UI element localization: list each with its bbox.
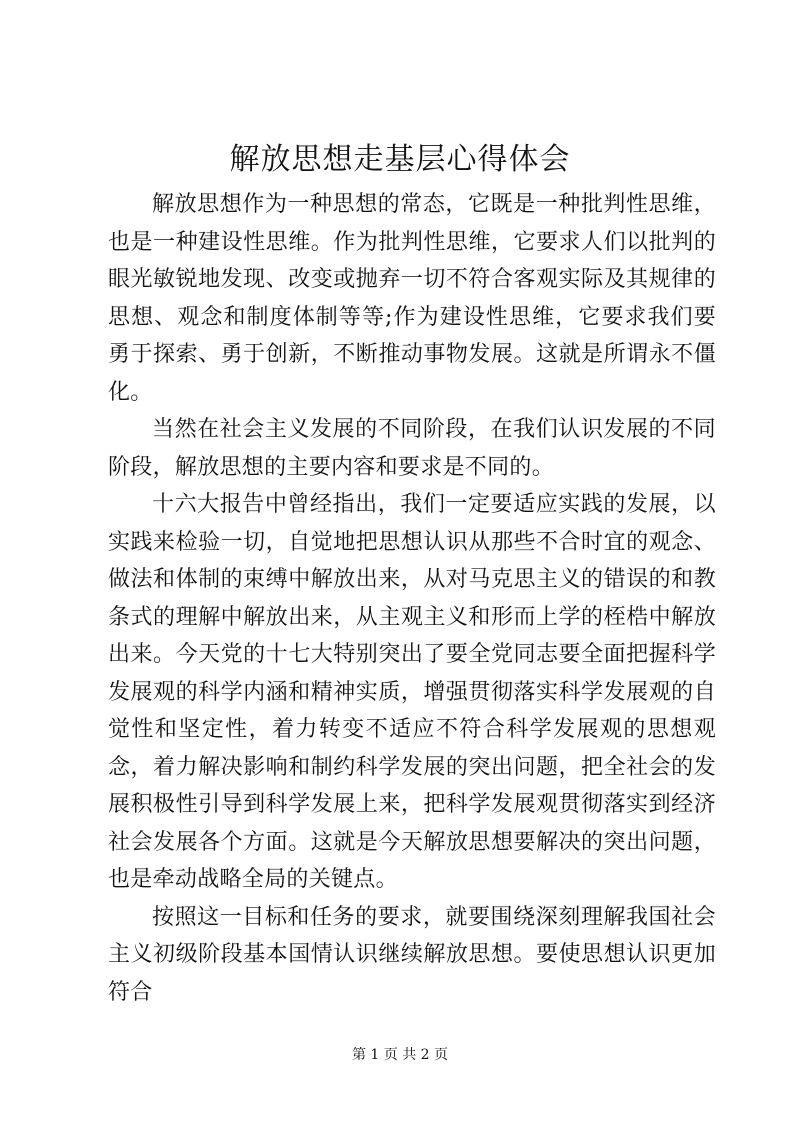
document-body — [108, 186, 716, 1011]
page-footer: 第 1 页 共 2 页 — [351, 1047, 449, 1063]
paragraph-2: 当然在社会主义发展的不同阶段，在我们认识发展的不同阶段，解放思想的主要内容和要求是不同的。 — [108, 417, 716, 480]
paragraph-3: 十六大报告中曾经指出，我们一定要适应实践的发展，以实践来检验一切，自觉地把思想认识从那些不合时宜的观念、做法和体制的束缚中解放出来，从对马克思主义的错误的和教条式的理解中解放出来，从主观主义和形而上学的桎梏中解放出来。今天党的十七大特别突出了要全党同志要全面把握科学发展观的科学内涵和精神实质，增强贯彻落实科学发展观的自觉性和坚定性，着力转变不适应不符合科学发展观的思想观念，着力解决影响和制约科学发展的突出问题，把全社会的发展积极性引导到科学发展上来，把科学发展观贯彻落实到经济社会发展各个方面。这就是今天解放思想要解决的突出问题，也是牵动战略全局的关键点。 — [108, 492, 716, 892]
paragraph-4: 按照这一目标和任务的要求，就要围绕深刻理解我国社会主义初级阶段基本国情认识继续解放思想。要使思想认识更加符合 — [108, 904, 716, 1005]
paragraph-1: 解放思想作为一种思想的常态，它既是一种批判性思维，也是一种建设性思维。作为批判性思维，它要求人们以批判的眼光敏锐地发现、改变或抛弃一切不符合客观实际及其规律的思想、观念和制度体制等等;作为建设性思维，它要求我们要勇于探索、勇于创新，不断推动事物发展。这就是所谓永不僵化。 — [108, 192, 716, 405]
document-title: 解放思想走基层心得体会 — [229, 142, 571, 177]
